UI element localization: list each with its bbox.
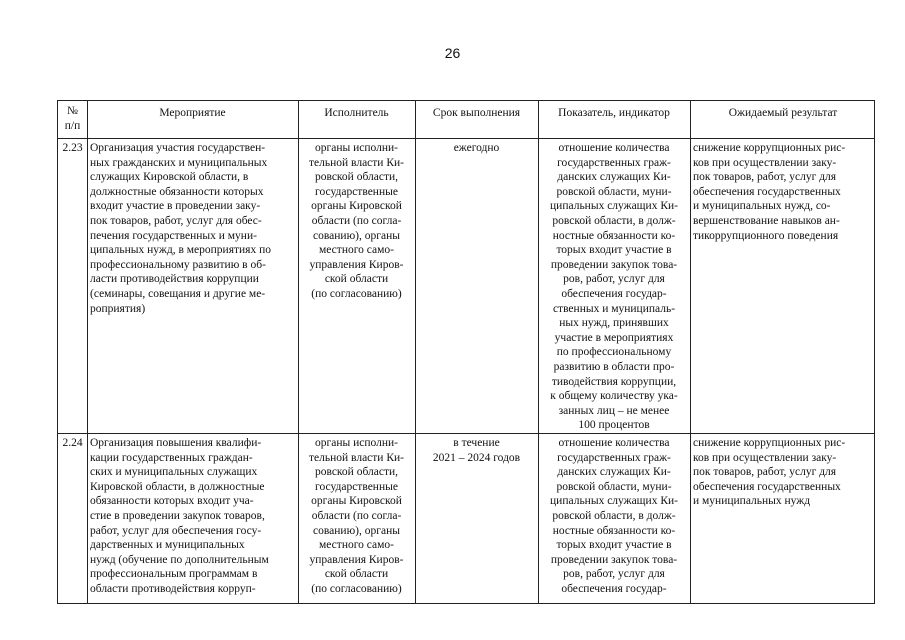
header-result: Ожидаемый результат (728, 107, 838, 119)
page-number: 26 (444, 45, 461, 61)
header-event: Мероприятие (159, 107, 226, 119)
row-divider (58, 433, 874, 434)
row-event: Организация участия государствен- ных гражданских и муниципальных служащих Кировской области, в должностные обязанности которых входит участие в проведении заку- пок товаров, работ, услуг для обес- печения государственных и муни- ципальных нужд, в мероприятиях по профессиональному развитию в об- ласти противодействия коррупции (семинары, совещания и другие ме- роприятия) (90, 142, 271, 315)
measures-table (57, 100, 875, 604)
row-deadline: в течение 2021 – 2024 годов (432, 437, 521, 464)
row-result: снижение коррупционных рис- ков при осуществлении заку- пок товаров, работ, услуг для обеспечения государственных и муниципальных нужд (693, 437, 846, 508)
column-divider (415, 101, 416, 603)
row-executor: органы исполни- тельной власти Ки- ровской области, государственные органы Кировской области (по согла- сованию), органы местного само- управления Киров- ской области (по согласованию) (309, 437, 404, 595)
row-executor: органы исполни- тельной власти Ки- ровской области, государственные органы Кировской области (по согла- сованию), органы местного само- управления Киров- ской области (по согласованию) (309, 142, 404, 300)
header-deadline: Срок выполнения (432, 107, 521, 119)
column-divider (87, 101, 88, 603)
row-indicator: отношение количества государственных граж- данских служащих Ки- ровской области, муни- ципальных служащих Ки- ровской области, в долж- ностные обязанности ко- торых входит участие в проведении закупок това- ров, работ, услуг для обеспечения государ- (550, 437, 678, 595)
header-indicator: Показатель, индикатор (558, 107, 670, 119)
row-indicator: отношение количества государственных граж- данских служащих Ки- ровской области, муни- ципальных служащих Ки- ровской области, в долж- ностные обязанности ко- торых входит участие в проведении закупок това- ров, работ, услуг для обеспечения государ- ственных и муниципаль- ных нужд, принявших участие в мероприятиях по профессиональному развитию в области про- тиводействия коррупции, к общему количеству ука- занных лиц – не менее 100 процентов (550, 142, 678, 432)
column-divider (690, 101, 691, 603)
header-executor: Исполнитель (324, 107, 389, 119)
row-num: 2.24 (62, 437, 83, 449)
row-result: снижение коррупционных рис- ков при осуществлении заку- пок товаров, работ, услуг для обеспечения государственных и муниципальных нужд, со- вершенствование навыков ан- тикоррупционного поведения (693, 142, 846, 242)
row-deadline: ежегодно (453, 142, 500, 154)
row-num: 2.23 (62, 142, 83, 154)
header-num: № п/п (64, 105, 81, 132)
header-divider (58, 138, 874, 139)
row-event: Организация повышения квалифи- кации государственных граждан- ских и муниципальных служащих Кировской области, в должностные обязанности которых входит уча- стие в проведении закупок товаров, работ, услуг для обеспечения госу- дарственных и муниципальных нужд (обучение по дополнительным профессиональным программам в области противодействия корруп- (90, 437, 269, 595)
